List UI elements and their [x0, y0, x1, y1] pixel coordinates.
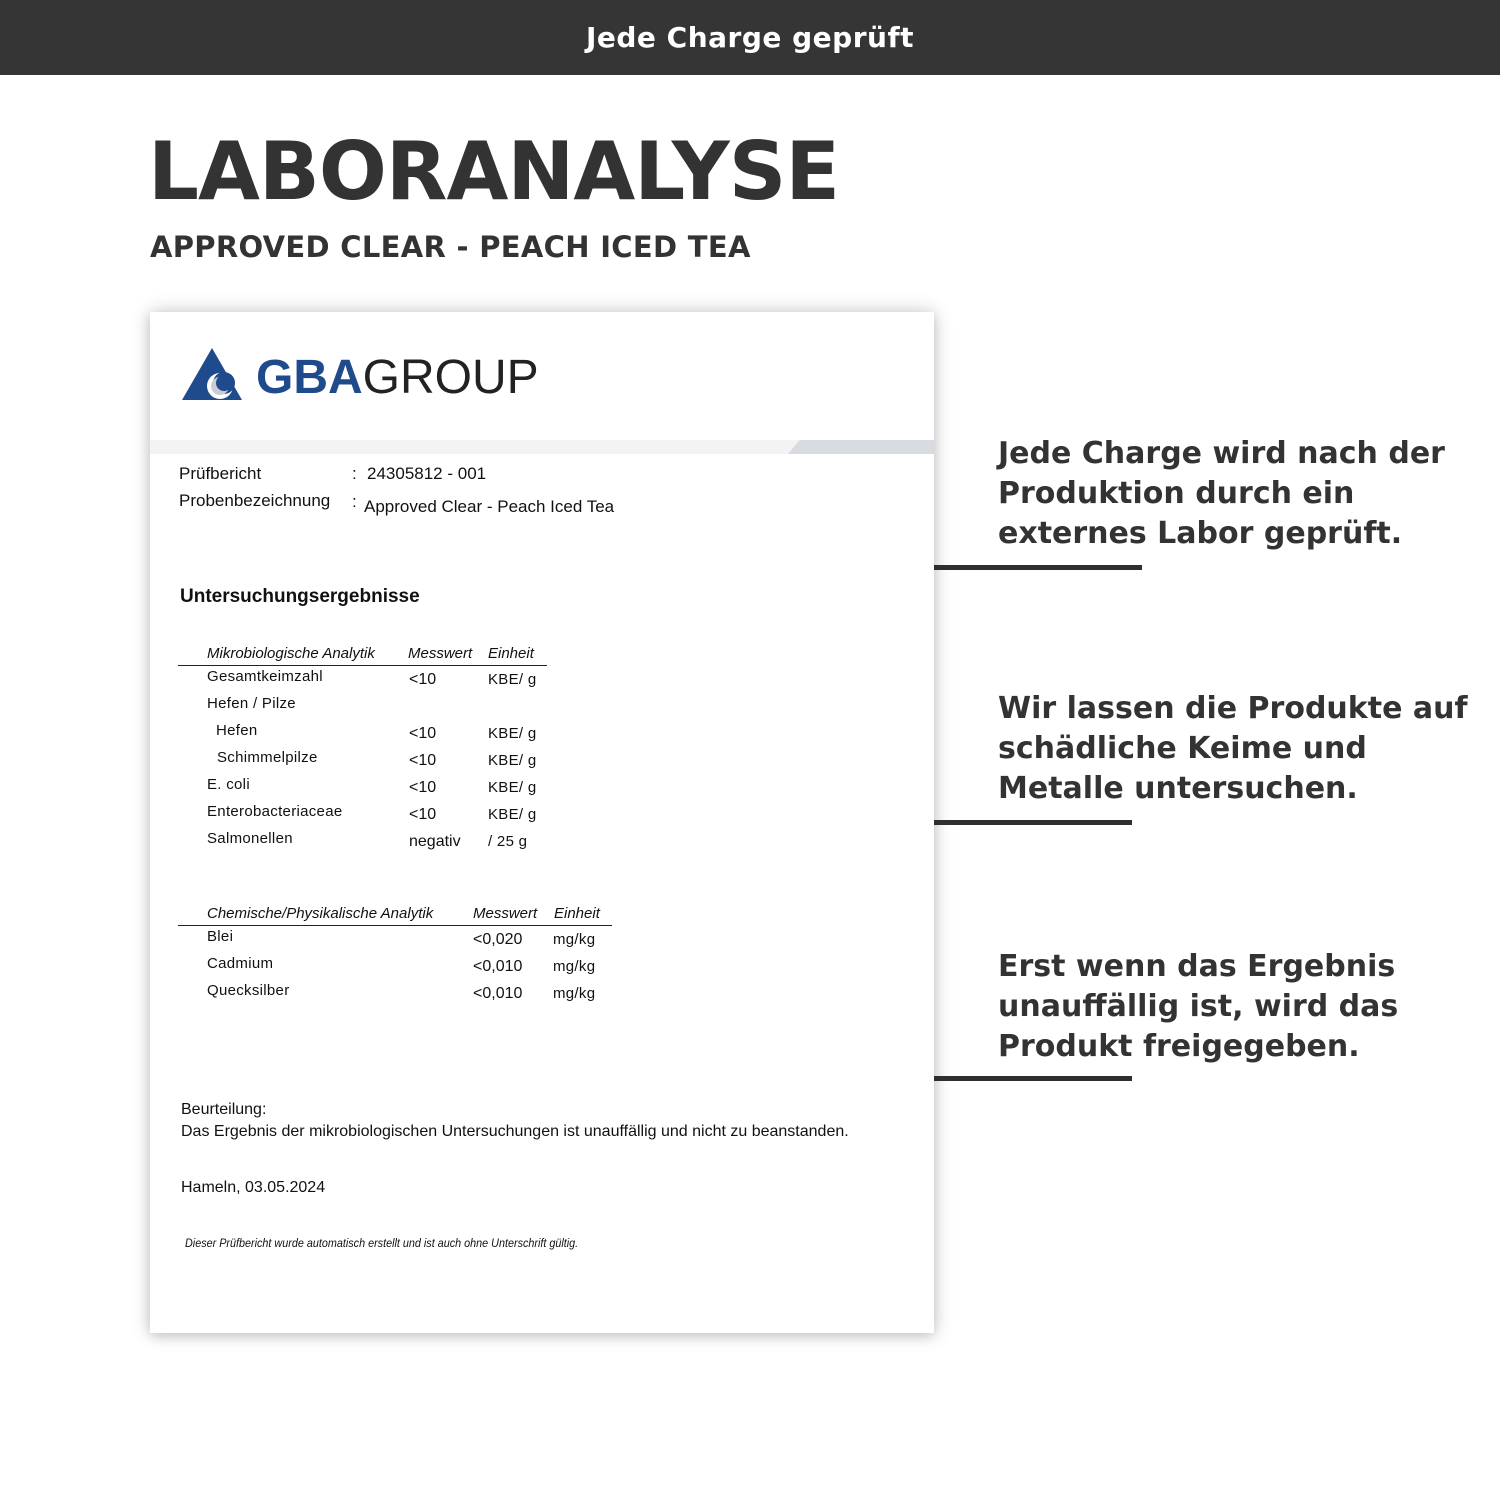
callout-connector-line — [934, 1076, 1132, 1081]
chem-header-rule — [178, 925, 612, 926]
chem-header-analysis: Chemische/Physikalische Analytik — [207, 905, 434, 922]
assessment-text: Das Ergebnis der mikrobiologischen Untersuchungen ist unauffällig und nicht zu beanstanden. — [181, 1123, 849, 1140]
banner-text: Jede Charge geprüft — [585, 21, 915, 54]
chem-row-value: <0,020 — [473, 931, 523, 948]
header-band-accent — [788, 440, 934, 454]
meta-sep-report: : — [352, 464, 357, 483]
micro-header-rule — [178, 665, 547, 666]
callout-connector-line — [934, 565, 1142, 570]
meta-value-sample: Approved Clear - Peach Iced Tea — [364, 497, 615, 516]
chem-header-value: Messwert — [473, 905, 538, 922]
meta-value-report: 24305812 - 001 — [367, 464, 487, 483]
footnote: Dieser Prüfbericht wurde automatisch erstellt und ist auch ohne Unterschrift gültig. — [185, 1236, 579, 1250]
micro-row-value: <10 — [409, 779, 437, 796]
micro-row-value: <10 — [409, 671, 437, 688]
meta-label-sample: Probenbezeichnung — [179, 491, 331, 510]
micro-row-unit: KBE/ g — [488, 671, 537, 688]
callout-germs-metals: Wir lassen die Produkte auf schädliche Keime und Metalle untersuchen. — [998, 691, 1468, 806]
micro-row-name: Gesamtkeimzahl — [207, 668, 323, 685]
callout-external-lab: Jede Charge wird nach der Produktion durch ein externes Labor geprüft. — [998, 436, 1445, 551]
micro-row-name: E. coli — [207, 776, 250, 793]
chem-row-unit: mg/kg — [553, 931, 596, 948]
callout-connector-line — [934, 820, 1132, 825]
top-banner — [0, 0, 1500, 75]
results-heading: Untersuchungsergebnisse — [180, 586, 420, 607]
micro-header-unit: Einheit — [488, 645, 534, 662]
micro-row-name: Salmonellen — [207, 830, 293, 847]
micro-header-analysis: Mikrobiologische Analytik — [207, 645, 375, 662]
page-title: LABORANALYSE — [148, 125, 839, 218]
micro-row-value: negativ — [409, 833, 461, 850]
micro-row-value: <10 — [409, 752, 437, 769]
chem-row-value: <0,010 — [473, 985, 523, 1002]
micro-row-unit: KBE/ g — [488, 725, 537, 742]
lab-report-document — [150, 312, 934, 1333]
micro-row-unit: KBE/ g — [488, 752, 537, 769]
chem-row-value: <0,010 — [473, 958, 523, 975]
micro-row-value: <10 — [409, 725, 437, 742]
gba-group-logo — [180, 346, 580, 406]
chem-header-unit: Einheit — [554, 905, 600, 922]
micro-row-unit: KBE/ g — [488, 779, 537, 796]
chem-row-unit: mg/kg — [553, 985, 596, 1002]
micro-header-value: Messwert — [408, 645, 473, 662]
callout-release: Erst wenn das Ergebnis unauffällig ist, wird das Produkt freigegeben. — [998, 949, 1399, 1064]
micro-row-unit: / 25 g — [488, 833, 528, 850]
chem-row-name: Cadmium — [207, 955, 274, 972]
place-date: Hameln, 03.05.2024 — [181, 1179, 326, 1196]
micro-row-name: Schimmelpilze — [217, 749, 318, 766]
assessment-label: Beurteilung: — [181, 1101, 267, 1118]
micro-row-name: Enterobacteriaceae — [207, 803, 343, 820]
meta-label-report: Prüfbericht — [179, 464, 262, 483]
chem-row-unit: mg/kg — [553, 958, 596, 975]
micro-row-value: <10 — [409, 806, 437, 823]
meta-sep-sample: : — [352, 492, 357, 511]
gba-triangle-icon — [180, 346, 244, 402]
micro-row-name: Hefen — [216, 722, 258, 739]
page-subtitle: APPROVED CLEAR - PEACH ICED TEA — [150, 230, 751, 264]
logo-wordmark: GBAGROUP — [256, 351, 539, 404]
chem-row-name: Blei — [207, 928, 234, 945]
chem-row-name: Quecksilber — [207, 982, 290, 999]
micro-row-unit: KBE/ g — [488, 806, 537, 823]
micro-row-name: Hefen / Pilze — [207, 695, 296, 712]
